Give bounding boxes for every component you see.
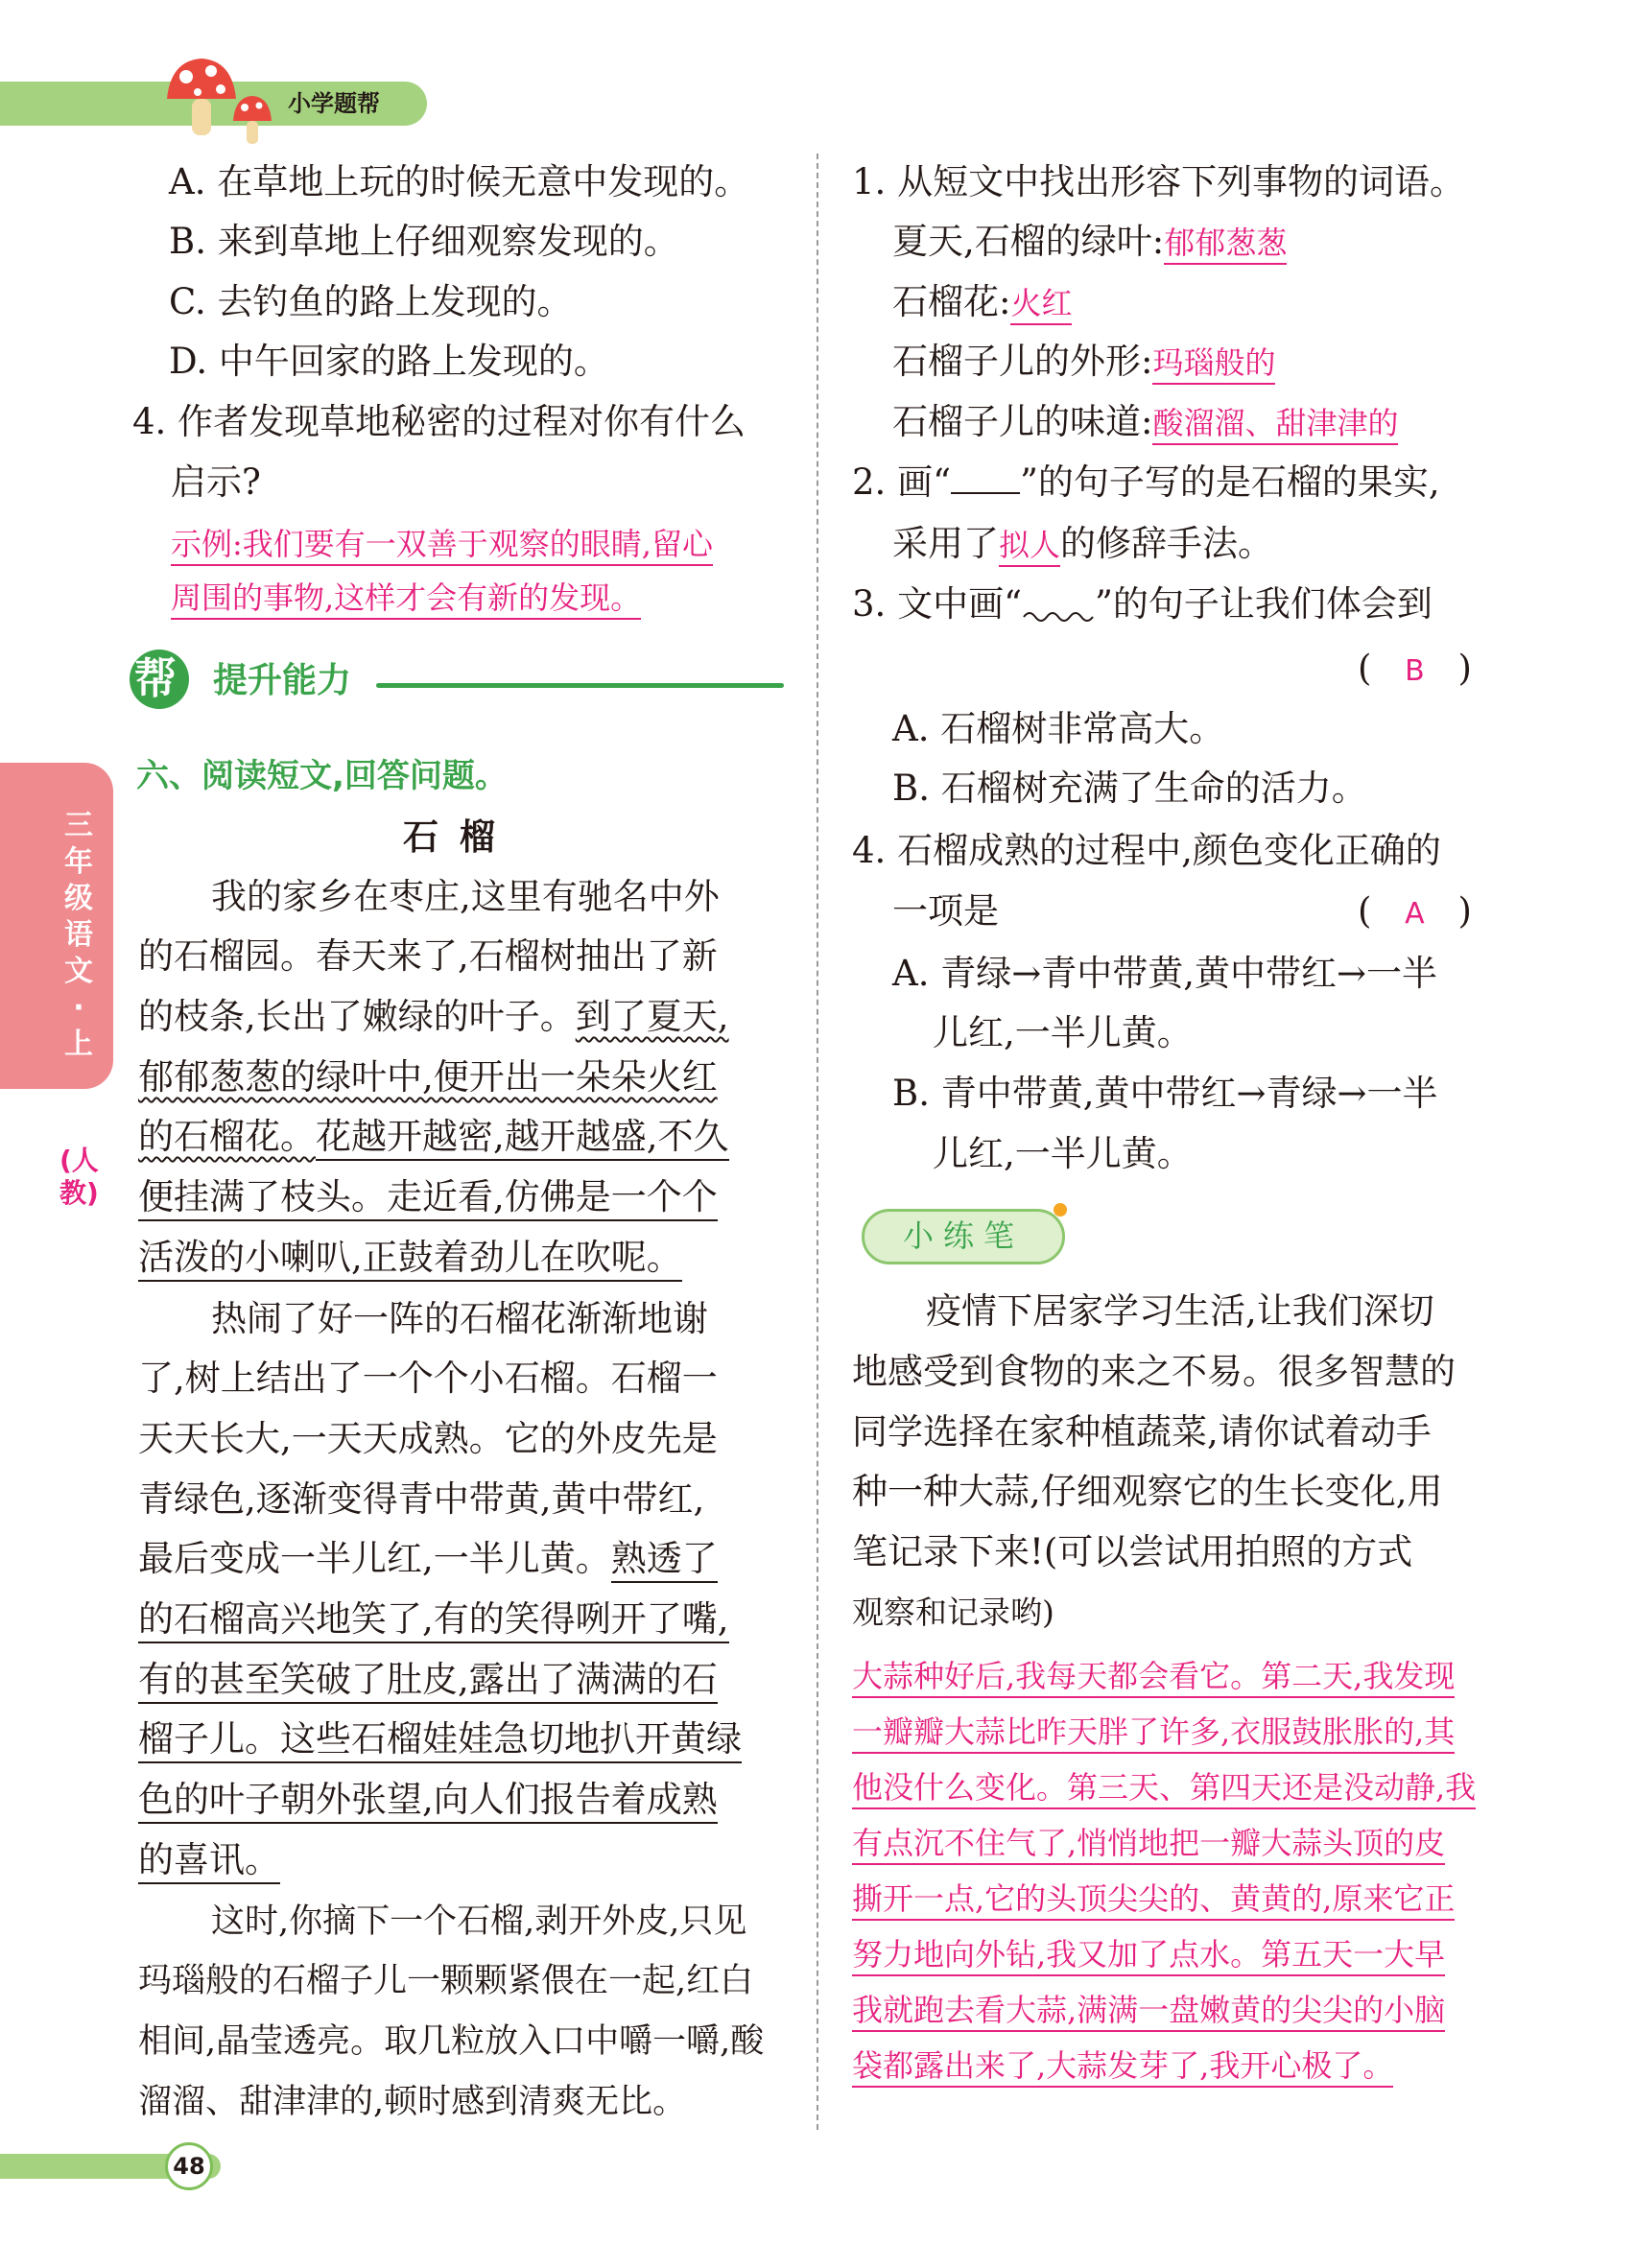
practice-answer-line: 一瓣瓣大蒜比昨天胖了许多,衣服鼓胀胀的,其 [852, 1713, 1455, 1754]
q1-item-label: 夏天,石榴的绿叶: [892, 221, 1165, 262]
practice-label: 小练笔 [902, 1217, 1024, 1254]
passage-line: 我的家乡在枣庄,这里有驰名中外 [211, 876, 720, 917]
q3-option-b: B. 石榴树充满了生命的活力。 [892, 768, 1367, 809]
passage-underlined: 便挂满了枝头。走近看,仿佛是一个个 [138, 1176, 718, 1221]
practice-prompt-line: 笔记录下来!(可以尝试用拍照的方式 [852, 1531, 1413, 1572]
q4-answer: A [1405, 897, 1425, 931]
passage-line: 的枝条,长出了嫩绿的叶子。 [138, 996, 576, 1037]
passage-underlined: 的石榴花。 [138, 1116, 316, 1157]
passage-title: 石榴 [403, 816, 516, 858]
passage-underlined: 到了夏天, [575, 996, 729, 1037]
practice-answer-line: 他没什么变化。第三天、第四天还是没动静,我 [852, 1769, 1476, 1809]
q2-text: 2. 画“ [852, 461, 951, 503]
q1-item-answer: 火红 [1010, 285, 1072, 325]
mushroom-small-icon [230, 94, 274, 147]
q3-answer-paren: ( B ) [1358, 645, 1472, 696]
practice-prompt-line: 观察和记录哟) [852, 1594, 1054, 1631]
section-title: 提升能力 [213, 661, 352, 700]
q2-text: ”的句子写的是石榴的果实, [1019, 461, 1440, 503]
passage-underlined: 郁郁葱葱的绿叶中,便开出一朵朵火红 [138, 1056, 718, 1098]
passage-line: 最后变成一半儿红,一半儿黄。 [138, 1538, 611, 1579]
q3-text: 3. 文中画“ [852, 583, 1022, 625]
passage-line: 这时,你摘下一个石榴,剥开外皮,只见 [211, 1902, 747, 1941]
q3-answer: B [1405, 654, 1425, 688]
q4-answer-paren: ( A ) [1358, 887, 1472, 938]
practice-answer-line: 有点沉不住气了,悄悄地把一瓣大蒜头顶的皮 [852, 1825, 1445, 1865]
practice-prompt-line: 同学选择在家种植蔬菜,请你试着动手 [852, 1411, 1432, 1453]
passage-underlined: 榴子儿。这些石榴娃娃急切地扒开黄绿 [138, 1718, 742, 1763]
practice-prompt-line: 地感受到食物的来之不易。很多智慧的 [852, 1351, 1456, 1392]
q1-item-label: 石榴子儿的外形: [892, 341, 1153, 382]
q1-item-answer: 郁郁葱葱 [1164, 224, 1287, 265]
passage-line: 热闹了好一阵的石榴花渐渐地谢 [211, 1298, 708, 1339]
passage-line: 天天长大,一天天成熟。它的外皮先是 [138, 1418, 718, 1459]
q4-option: A. 青绿→青中带黄,黄中带红→一半 [892, 953, 1438, 994]
mushroom-icon [163, 56, 240, 142]
practice-prompt-line: 疫情下居家学习生活,让我们深切 [926, 1290, 1434, 1332]
q3-option-c: C. 去钓鱼的路上发现的。 [169, 281, 573, 322]
q3-wavy-line-sample [1022, 588, 1095, 626]
q3-text: ”的句子让我们体会到 [1094, 583, 1433, 625]
q1-item-answer: 酸溜溜、甜津津的 [1152, 405, 1398, 445]
q1-item-label: 石榴子儿的味道: [892, 401, 1153, 442]
q2-straight-line-sample [951, 463, 1020, 494]
passage-underlined: 熟透了 [611, 1538, 718, 1583]
practice-answer-line: 撕开一点,它的头顶尖尖的、黄黄的,原来它正 [852, 1880, 1455, 1921]
q3-option-a: A. 石榴树非常高大。 [892, 708, 1225, 749]
passage-underlined: 有的甚至笑破了肚皮,露出了满满的石 [138, 1659, 718, 1704]
q4-option: 儿红,一半儿黄。 [933, 1012, 1193, 1053]
section-divider [376, 683, 784, 688]
passage-line: 的石榴园。春天来了,石榴树抽出了新 [138, 935, 718, 977]
side-tab-edition: (人教) [59, 1145, 99, 1209]
passage-underlined: 色的叶子朝外张望,向人们报告着成熟 [138, 1779, 718, 1824]
passage-line: 溜溜、甜津津的,顿时感到清爽无比。 [138, 2083, 687, 2121]
passage-line: 相间,晶莹透亮。取几粒放入口中嚼一嚼,酸 [138, 2022, 765, 2061]
q1-item-label: 石榴花: [892, 281, 1011, 322]
q4-answer-line2: 周围的事物,这样才会有新的发现。 [171, 579, 641, 620]
practice-answer-line: 努力地向外钻,我又加了点水。第五天一大早 [852, 1936, 1445, 1976]
q2-text: 采用了 [892, 523, 999, 564]
q4-text: 一项是 [892, 890, 999, 932]
q2-answer: 拟人 [999, 527, 1060, 567]
practice-answer-line: 袋都露出来了,大蒜发芽了,我开心极了。 [852, 2047, 1393, 2088]
q4-question-line1: 4. 作者发现草地秘密的过程对你有什么 [132, 401, 746, 442]
right-q1: 1. 从短文中找出形容下列事物的词语。 [852, 161, 1466, 202]
section-icon-char: 帮 [134, 654, 177, 703]
passage-underlined: 的喜讯。 [138, 1839, 280, 1884]
passage-underlined: 花越开越密,越开越盛,不久 [316, 1116, 729, 1161]
q1-item-answer: 玛瑙般的 [1152, 344, 1275, 385]
q4-question-line2: 启示? [171, 461, 261, 503]
q4-answer-line1: 示例:我们要有一双善于观察的眼睛,留心 [171, 526, 713, 566]
q3-option-b: B. 来到草地上仔细观察发现的。 [169, 221, 679, 262]
q3-option-d: D. 中午回家的路上发现的。 [169, 341, 609, 382]
q3-option-a: A. 在草地上玩的时候无意中发现的。 [169, 161, 750, 202]
passage-underlined: 活泼的小喇叭,正鼓着劲儿在吹呢。 [138, 1237, 682, 1282]
passage-line: 玛瑙般的石榴子儿一颗颗紧偎在一起,红白 [138, 1962, 754, 2000]
passage-underlined: 的石榴高兴地笑了,有的笑得咧开了嘴, [138, 1598, 729, 1643]
question-6-title: 六、阅读短文,回答问题。 [136, 757, 508, 795]
passage-line: 了,树上结出了一个个小石榴。石榴一 [138, 1358, 718, 1399]
practice-answer-line: 我就跑去看大蒜,满满一盘嫩黄的尖尖的小脑 [852, 1992, 1445, 2032]
practice-answer-line: 大蒜种好后,我每天都会看它。第二天,我发现 [852, 1658, 1455, 1698]
page-number: 48 [173, 2153, 205, 2180]
q2-text: 的修辞手法。 [1060, 523, 1274, 564]
practice-prompt-line: 种一种大蒜,仔细观察它的生长变化,用 [852, 1471, 1443, 1512]
q4-option: B. 青中带黄,黄中带红→青绿→一半 [892, 1073, 1438, 1114]
header-title: 小学题帮 [288, 90, 380, 117]
column-divider [817, 154, 818, 2130]
q4-text: 4. 石榴成熟的过程中,颜色变化正确的 [852, 830, 1441, 871]
q4-option: 儿红,一半儿黄。 [933, 1133, 1193, 1174]
side-tab-grade: 三年级语文·上 [64, 809, 93, 1061]
passage-line: 青绿色,逐渐变得青中带黄,黄中带红, [138, 1478, 705, 1520]
